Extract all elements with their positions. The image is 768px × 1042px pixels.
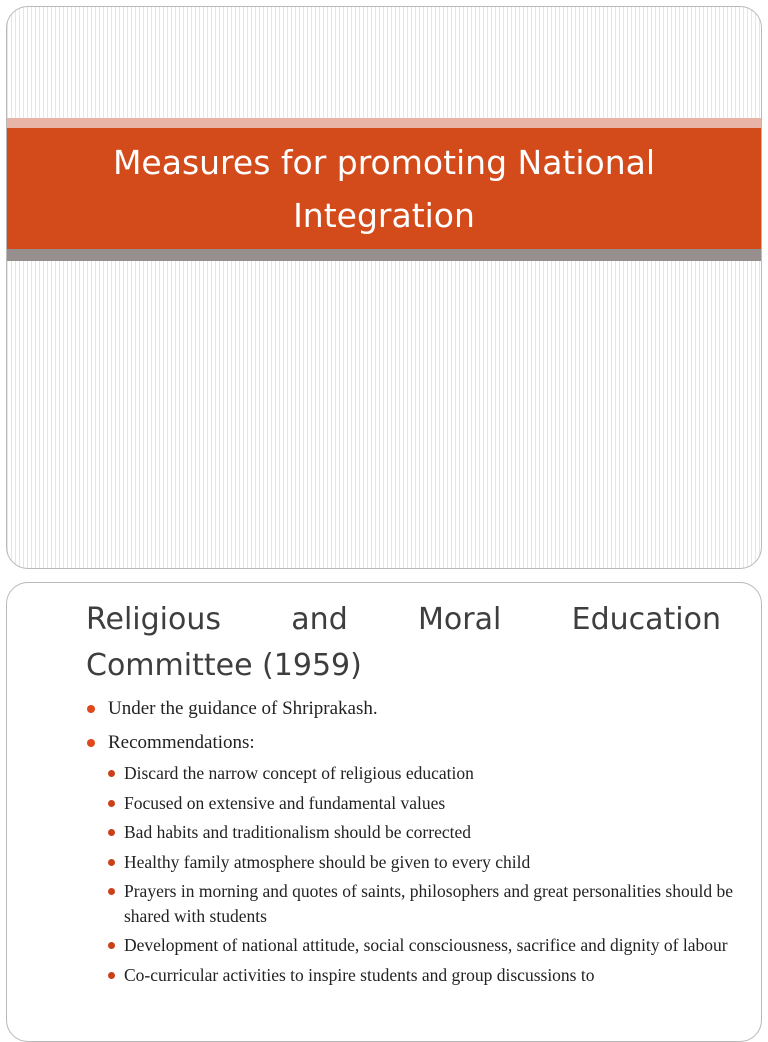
list-item	[108, 820, 743, 845]
list-item-text: Under the guidance of Shriprakash.	[108, 698, 378, 719]
list-item	[108, 850, 743, 875]
list-item	[108, 761, 743, 786]
list-item-text: Co-curricular activities to inspire students and group discussions to	[124, 964, 595, 985]
list-item-text: Focused on extensive and fundamental values	[124, 792, 446, 813]
title-slide	[6, 6, 762, 569]
list-item-text: Bad habits and traditionalism should be corrected	[124, 822, 471, 842]
slide-heading	[86, 597, 721, 689]
list-item-text: Discard the narrow concept of religious education	[124, 763, 474, 783]
list-item	[108, 879, 743, 928]
list-item	[108, 933, 743, 958]
bullet-icon	[108, 888, 115, 895]
list-item-text: Healthy family atmosphere should be given to every child	[124, 851, 531, 872]
list-item	[83, 731, 743, 987]
list-item-text: Recommendations:	[108, 732, 255, 753]
title-band-top-stripe	[7, 118, 761, 128]
bullet-icon	[108, 942, 115, 949]
slide-heading-line2: Committee (1959)	[86, 648, 362, 683]
heading-word: and	[291, 602, 348, 637]
content-slide	[6, 582, 762, 1042]
recommendations-list	[108, 761, 743, 987]
slide-heading-line1	[86, 597, 721, 643]
heading-word: Education	[571, 602, 721, 637]
bullet-icon	[87, 705, 95, 713]
bullet-icon	[108, 972, 115, 979]
heading-word: Moral	[418, 602, 502, 637]
bullet-icon	[87, 739, 95, 747]
list-item	[108, 791, 743, 816]
bullet-icon	[108, 859, 115, 866]
heading-word: Religious	[86, 602, 221, 637]
list-item-text: Development of national attitude, social consciousness, sacrifice and dignity of labour	[124, 935, 728, 955]
bullet-icon	[108, 829, 115, 836]
slide-title: Measures for promoting National Integration	[112, 142, 656, 235]
title-band-bottom-stripe	[7, 249, 761, 261]
bullet-list	[83, 697, 743, 997]
list-item	[108, 963, 743, 988]
list-item	[83, 697, 743, 721]
bullet-icon	[108, 770, 115, 777]
list-item-text: Prayers in morning and quotes of saints, philosophers and great personalities should be shared with students	[124, 881, 733, 926]
title-band	[7, 128, 761, 249]
bullet-icon	[108, 800, 115, 807]
